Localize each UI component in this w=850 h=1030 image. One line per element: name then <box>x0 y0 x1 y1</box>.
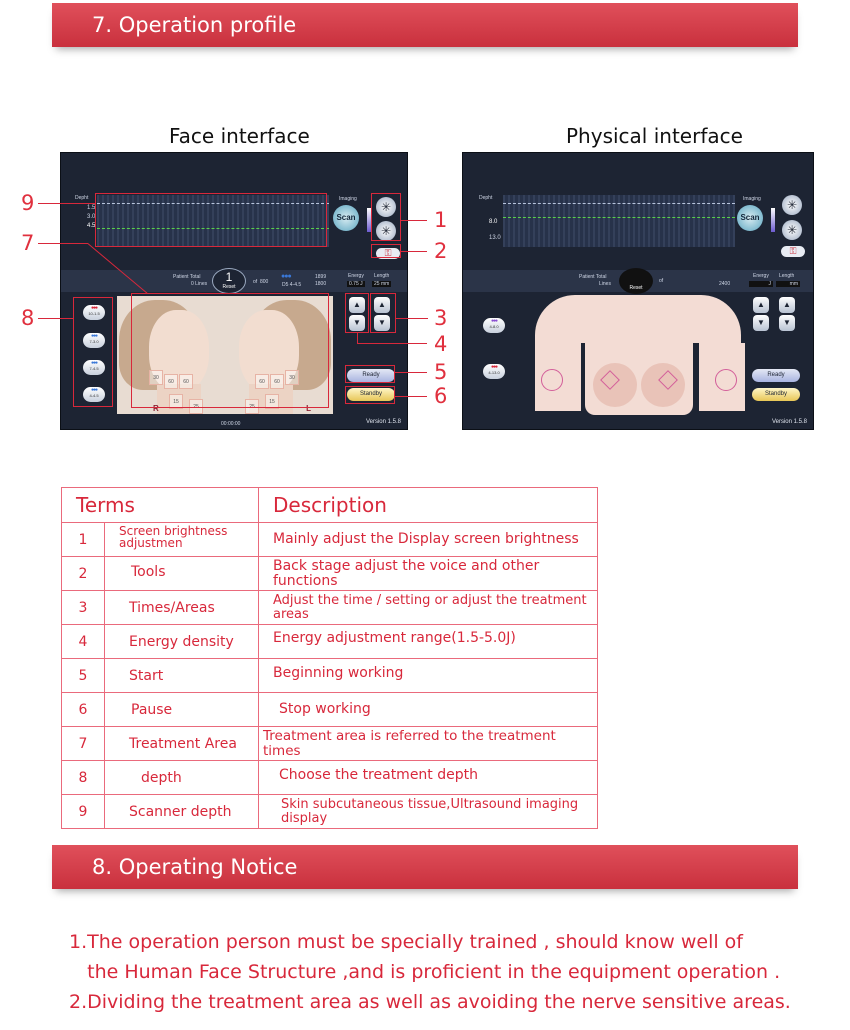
reset-label: Reset <box>629 285 643 291</box>
face-interface-title: Face interface <box>169 124 310 148</box>
length-value: 25 mm <box>374 281 390 287</box>
side-label-right: R <box>153 404 159 413</box>
physical-interface-screen <box>462 152 814 430</box>
ready-button[interactable]: Ready <box>347 369 395 382</box>
row-term: Times/Areas <box>105 591 259 625</box>
depth-tick: 1.5 <box>87 205 96 211</box>
table-row <box>62 523 598 557</box>
depth-button-2[interactable]: ●●● 7-3.0 <box>83 333 105 348</box>
table-row <box>62 795 598 829</box>
table-row <box>62 693 598 727</box>
table-row <box>62 625 598 659</box>
callout-number-3: 3 <box>434 306 448 330</box>
callout-box-7 <box>131 293 329 408</box>
callout-line-9 <box>38 203 95 204</box>
depth-info: D5 4-4.5 <box>282 282 302 288</box>
callout-line-3 <box>396 318 428 319</box>
of-value: 800 <box>260 279 269 285</box>
energy-down-button[interactable] <box>753 315 769 331</box>
arrow-up-icon: ▲ <box>378 300 386 309</box>
arrow-up-icon: ▲ <box>757 300 765 309</box>
wrench-icon: ⚿ <box>384 248 392 258</box>
sun-icon: ✳ <box>380 200 392 214</box>
counter-display[interactable] <box>619 268 653 294</box>
info-bar <box>463 270 813 292</box>
callout-number-9: 9 <box>21 191 35 215</box>
depth-label: Depht <box>75 195 89 201</box>
lines-label: 0 Lines <box>191 281 208 287</box>
depth-button-1[interactable]: ●●● 10-1.5 <box>83 305 105 320</box>
row-description: Mainly adjust the Display screen brightness <box>259 523 598 557</box>
notice-line-2: the Human Face Structure ,and is proficient in the equipment operation . <box>69 961 781 983</box>
version-label: Version 1.5.8 <box>365 419 401 425</box>
length-label: Length <box>779 273 795 279</box>
depth-label: Depht <box>479 195 493 201</box>
row-term: Treatment Area <box>105 727 259 761</box>
row-description: Treatment area is referred to the treatment times <box>259 727 598 761</box>
info-bar <box>61 270 407 292</box>
depth-tick: 4.5 <box>87 223 96 229</box>
depth-dots-icon: ●●● <box>90 333 98 339</box>
times-up-button[interactable] <box>779 297 795 313</box>
callout-number-7: 7 <box>21 231 35 255</box>
zone-cell[interactable]: 15 <box>169 394 183 409</box>
row-term: Start <box>105 659 259 693</box>
arrow-down-icon: ▼ <box>378 318 386 327</box>
energy-up-button[interactable] <box>753 297 769 313</box>
row-term: Tools <box>105 557 259 591</box>
callout-box-5 <box>345 365 395 383</box>
row-term: Screen brightness adjustmen <box>105 523 259 557</box>
treatment-zone[interactable] <box>715 369 737 391</box>
of-value: 2400 <box>719 281 731 287</box>
callout-box-9 <box>95 193 327 247</box>
depth-button-3[interactable]: ●●● 7-4.5 <box>83 360 105 375</box>
arrow-down-icon: ▼ <box>353 318 361 327</box>
brightness-down-button[interactable] <box>782 220 802 240</box>
callout-box-1 <box>371 193 401 241</box>
torso-image <box>585 323 693 415</box>
chest-left <box>593 363 637 407</box>
table-header-terms: Terms <box>62 488 259 523</box>
depth-dots-icon: ●●● <box>490 318 498 324</box>
row-number: 6 <box>62 693 105 727</box>
scan-button[interactable]: Scan <box>333 205 359 231</box>
counter-value: 1 <box>225 270 233 284</box>
depth-dots-icon: ●●● <box>90 387 98 393</box>
arrow-up-icon: ▲ <box>353 300 361 309</box>
callout-box-4 <box>345 293 369 333</box>
scan-button[interactable]: Scan <box>737 205 763 231</box>
row-number: 3 <box>62 591 105 625</box>
energy-label: Energy <box>753 273 769 279</box>
imaging-label: Imaging <box>339 196 357 202</box>
depth-dots-icon: ●●● <box>281 273 291 280</box>
arrow-down-icon: ▼ <box>783 318 791 327</box>
row-description: Skin subcutaneous tissue,Ultrasound imaging display <box>259 795 598 829</box>
ultrasound-scan-display <box>503 195 735 247</box>
sun-icon: ✳ <box>786 198 798 212</box>
section-banner-operation-profile <box>52 3 798 47</box>
arrow-down-icon: ▼ <box>757 318 765 327</box>
row-description: Back stage adjust the voice and other functions <box>259 557 598 591</box>
of-label: of <box>253 279 258 285</box>
depth-button-2[interactable]: ●●● 4-13.0 <box>483 364 505 379</box>
row-description: Stop working <box>259 693 598 727</box>
wrench-icon: ⚿ <box>789 246 797 256</box>
row-term: Pause <box>105 693 259 727</box>
terms-table <box>61 487 598 829</box>
tools-button[interactable] <box>781 246 805 257</box>
of-label: of <box>659 278 664 284</box>
standby-button[interactable]: Standby <box>347 388 395 401</box>
arrow-up-icon: ▲ <box>783 300 791 309</box>
callout-box-3 <box>370 293 396 333</box>
energy-value: J <box>749 281 773 287</box>
zone-cell[interactable]: 25 <box>189 399 203 414</box>
callout-line-6 <box>395 396 427 397</box>
depth-tick: 8.0 <box>489 219 498 225</box>
row-description: Choose the treatment depth <box>259 761 598 795</box>
table-header-description: Description <box>259 488 598 523</box>
callout-line-4-vertical <box>357 333 358 343</box>
zone-cell[interactable]: 60 <box>270 374 284 389</box>
scan-ruler <box>503 203 735 206</box>
callout-number-1: 1 <box>434 208 448 232</box>
row-number: 2 <box>62 557 105 591</box>
zone-cell[interactable]: 60 <box>164 374 178 389</box>
row-number: 5 <box>62 659 105 693</box>
section-banner-operating-notice <box>52 845 798 889</box>
shots-bottom: 1800 <box>315 281 327 287</box>
counter-display[interactable] <box>212 268 246 294</box>
physical-interface-title: Physical interface <box>566 124 743 148</box>
depth-button-4[interactable]: ●●● 4-4.5 <box>83 387 105 402</box>
callout-box-6 <box>345 386 395 404</box>
side-view-right <box>699 343 745 411</box>
row-description: Energy adjustment range(1.5-5.0J) <box>259 625 598 659</box>
energy-label: Energy <box>348 273 364 279</box>
notice-line-3: 2.Dividing the treatment area as well as avoiding the nerve sensitive areas. <box>69 991 791 1013</box>
callout-number-6: 6 <box>434 384 448 408</box>
depth-button-1[interactable]: ●●● 4-8.0 <box>483 318 505 333</box>
ready-button[interactable]: Ready <box>752 369 800 382</box>
imaging-label: Imaging <box>743 196 761 202</box>
callout-number-2: 2 <box>434 239 448 263</box>
callout-line-8 <box>38 318 73 319</box>
row-number: 8 <box>62 761 105 795</box>
table-row <box>62 659 598 693</box>
table-row <box>62 727 598 761</box>
treatment-zone[interactable] <box>541 369 563 391</box>
sun-icon: ✳ <box>380 224 392 238</box>
depth-marker-line <box>503 217 735 218</box>
version-label: Version 1.5.8 <box>771 419 807 425</box>
brightness-slider[interactable] <box>771 208 775 232</box>
notice-line-1: 1.The operation person must be specially trained , should know well of <box>69 931 743 953</box>
times-down-button[interactable] <box>779 315 795 331</box>
callout-line-4 <box>357 343 427 344</box>
patient-total-label: Patient Total <box>173 274 201 280</box>
row-description: Beginning working <box>259 659 598 693</box>
energy-value: 0.75 J <box>349 281 363 287</box>
callout-line-7 <box>38 243 88 244</box>
lines-label: Lines <box>599 281 611 287</box>
depth-dots-icon: ●●● <box>90 305 98 311</box>
table-header-row <box>62 488 598 523</box>
length-label: Length <box>374 273 390 279</box>
table-row <box>62 761 598 795</box>
table-row <box>62 557 598 591</box>
patient-total-label: Patient Total <box>579 274 607 280</box>
zone-cell[interactable]: 60 <box>179 374 193 389</box>
reset-label: Reset <box>222 284 236 290</box>
standby-button[interactable]: Standby <box>752 388 800 401</box>
callout-line-1 <box>401 220 427 221</box>
depth-dots-icon: ●●● <box>90 360 98 366</box>
zone-cell[interactable]: 60 <box>255 374 269 389</box>
row-term: Scanner depth <box>105 795 259 829</box>
callout-box-2 <box>371 244 401 258</box>
zone-cell[interactable]: 30 <box>149 370 163 385</box>
row-description: Adjust the time / setting or adjust the treatment areas <box>259 591 598 625</box>
depth-tick: 3.0 <box>87 214 96 220</box>
section-title: 8. Operating Notice <box>92 855 298 879</box>
table-row <box>62 591 598 625</box>
callout-number-8: 8 <box>21 306 35 330</box>
row-number: 4 <box>62 625 105 659</box>
zone-cell[interactable]: 15 <box>265 394 279 409</box>
length-value: mm <box>776 281 800 287</box>
callout-line-2 <box>401 251 427 252</box>
row-number: 7 <box>62 727 105 761</box>
depth-tick: 13.0 <box>489 235 501 241</box>
section-title: 7. Operation profile <box>92 13 297 37</box>
callout-number-4: 4 <box>434 332 448 356</box>
row-number: 9 <box>62 795 105 829</box>
callout-number-5: 5 <box>434 360 448 384</box>
shots-top: 1899 <box>315 274 327 280</box>
row-term: Energy density <box>105 625 259 659</box>
side-label-left: L <box>306 404 311 413</box>
row-term: depth <box>105 761 259 795</box>
callout-line-5 <box>395 372 427 373</box>
zone-cell[interactable]: 25 <box>245 399 259 414</box>
timer: 00:00:00 <box>221 421 241 427</box>
sun-icon: ✳ <box>786 223 798 237</box>
side-view-left <box>535 343 581 411</box>
depth-dots-icon: ●●● <box>490 364 498 370</box>
callout-box-8 <box>73 297 113 407</box>
brightness-up-button[interactable] <box>782 195 802 215</box>
row-number: 1 <box>62 523 105 557</box>
zone-cell[interactable]: 30 <box>285 370 299 385</box>
